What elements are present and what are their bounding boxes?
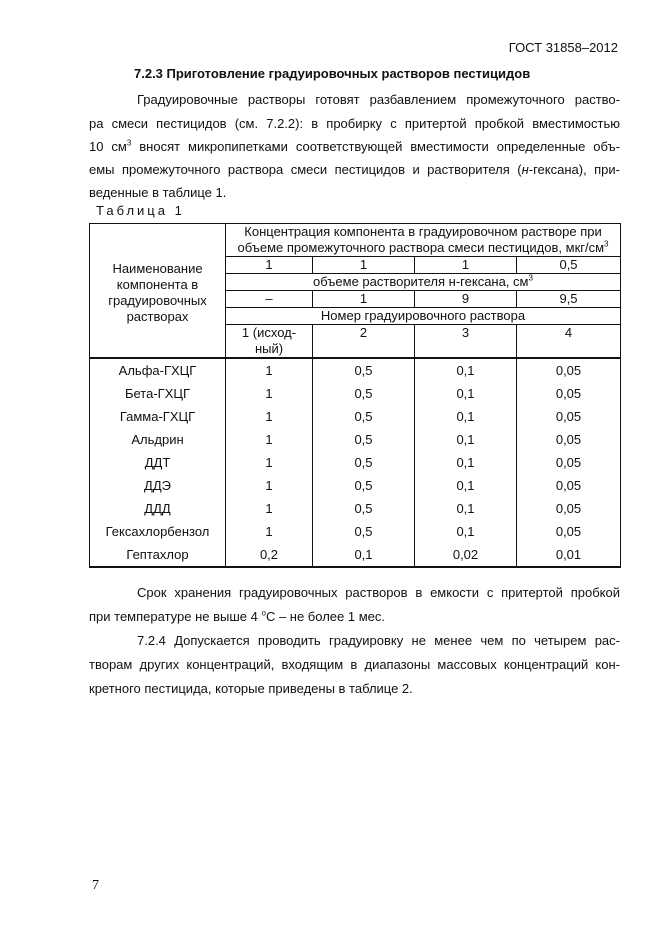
concentration-value: 1 (226, 497, 313, 520)
table-row (90, 520, 621, 543)
concentration-value: 0,05 (517, 497, 621, 520)
concentration-value: 0,05 (517, 405, 621, 428)
concentration-value: 0,5 (313, 451, 415, 474)
component-name: Бета-ГХЦГ (90, 382, 226, 405)
table-row (90, 543, 621, 567)
component-name: Альфа-ГХЦГ (90, 358, 226, 382)
volume-value: 10 см (89, 139, 127, 154)
concentration-value: 0,05 (517, 520, 621, 543)
concentration-value: 1 (226, 428, 313, 451)
concentration-value: 1 (226, 382, 313, 405)
concentration-value: 1 (226, 405, 313, 428)
concentration-value: 0,1 (313, 543, 415, 567)
concentration-value: 0,1 (415, 382, 517, 405)
concentration-value: 0,5 (313, 474, 415, 497)
table-row (90, 382, 621, 405)
table-body (90, 358, 621, 567)
solvent-volume-4: 9,5 (517, 291, 621, 308)
solution-number-1-text: 1 (исход-ный) (241, 325, 297, 356)
calibration-table (89, 223, 621, 568)
storage-line-2-end: С – не более 1 мес. (265, 609, 385, 624)
concentration-value: 0,05 (517, 382, 621, 405)
component-name: ДДД (90, 497, 226, 520)
concentration-value: 1 (226, 520, 313, 543)
intermediate-volume-3: 1 (415, 257, 517, 274)
table-row (90, 451, 621, 474)
intermediate-volume-1: 1 (226, 257, 313, 274)
concentration-value: 0,1 (415, 451, 517, 474)
solvent-header (226, 274, 621, 291)
concentration-value: 0,05 (517, 358, 621, 382)
intro-line-2: ра смеси пестицидов (см. 7.2.2): в пробирку с притертой пробкой вместимостью (89, 116, 620, 131)
solution-number-1 (226, 325, 313, 359)
solution-number-3: 3 (415, 325, 517, 359)
clause-line-3: кретного пестицида, которые приведены в таблице 2. (89, 681, 413, 696)
intro-line-4-start: емы промежуточного раствора смеси пестицидов и растворителя ( (89, 162, 522, 177)
intro-line-5: веденные в таблице 1. (89, 185, 227, 200)
clause-line-1: 7.2.4 Допускается проводить градуировку не менее чем по четырем рас- (137, 633, 620, 648)
storage-line-2-start: при температуре не выше 4 (89, 609, 262, 624)
intro-line-3-rest: вносят микропипетками соответствующей вместимости определенные объ- (131, 139, 620, 154)
concentration-value: 0,05 (517, 474, 621, 497)
solvent-volume-1: – (226, 291, 313, 308)
intro-line-3 (89, 139, 620, 154)
component-name: Альдрин (90, 428, 226, 451)
page-number: 7 (92, 878, 99, 893)
concentration-header-line-2 (226, 240, 621, 257)
concentration-value: 1 (226, 474, 313, 497)
name-column-header (90, 224, 226, 359)
solution-number-header: Номер градуировочного раствора (226, 308, 621, 325)
standard-number: ГОСТ 31858–2012 (508, 40, 618, 55)
component-name: ДДЭ (90, 474, 226, 497)
concentration-header-text: объеме промежуточного раствора смеси пестицидов, мкг/см (237, 240, 605, 255)
concentration-header-line-1: Концентрация компонента в градуировочном растворе при (226, 224, 621, 241)
concentration-value: 0,01 (517, 543, 621, 567)
concentration-value: 0,02 (415, 543, 517, 567)
concentration-value: 0,5 (313, 520, 415, 543)
concentration-value: 0,1 (415, 474, 517, 497)
concentration-value: 0,5 (313, 382, 415, 405)
concentration-value: 0,5 (313, 497, 415, 520)
solvent-unit-superscript: 3 (528, 273, 533, 283)
table-row (90, 474, 621, 497)
concentration-value: 0,5 (313, 428, 415, 451)
concentration-value: 0,1 (415, 428, 517, 451)
intermediate-volume-2: 1 (313, 257, 415, 274)
concentration-value: 1 (226, 358, 313, 382)
degree-superscript: о (261, 608, 266, 618)
solution-number-4: 4 (517, 325, 621, 359)
table-row (90, 497, 621, 520)
concentration-value: 0,1 (415, 405, 517, 428)
concentration-value: 0,05 (517, 428, 621, 451)
intro-line-4-end: -гексана), при- (528, 162, 620, 177)
table-row (90, 428, 621, 451)
concentration-value: 0,1 (415, 358, 517, 382)
solvent-header-text: объеме растворителя н-гексана, см (313, 274, 529, 289)
intro-line-1: Градуировочные растворы готовят разбавлением промежуточного раство- (137, 92, 620, 107)
solvent-volume-3: 9 (415, 291, 517, 308)
intermediate-volume-4: 0,5 (517, 257, 621, 274)
table-row (90, 405, 621, 428)
component-name: Гамма-ГХЦГ (90, 405, 226, 428)
concentration-value: 0,1 (415, 497, 517, 520)
component-name: Гептахлор (90, 543, 226, 567)
intro-line-4 (89, 162, 620, 177)
storage-line-1: Срок хранения градуировочных растворов в емкости с притертой пробкой (137, 585, 620, 600)
solution-number-2: 2 (313, 325, 415, 359)
section-heading: 7.2.3 Приготовление градуировочных растворов пестицидов (134, 66, 531, 81)
concentration-value: 0,1 (415, 520, 517, 543)
component-name: Гексахлорбензол (90, 520, 226, 543)
table-row (90, 358, 621, 382)
component-name: ДДТ (90, 451, 226, 474)
n-italic: н (521, 162, 529, 177)
concentration-value: 0,5 (313, 358, 415, 382)
storage-line-2 (89, 609, 620, 624)
concentration-value: 0,5 (313, 405, 415, 428)
solvent-volume-2: 1 (313, 291, 415, 308)
concentration-value: 1 (226, 451, 313, 474)
concentration-value: 0,05 (517, 451, 621, 474)
table-label: Таблица 1 (96, 203, 185, 218)
name-column-header-text: Наименование компонента в градуировочных растворах (108, 260, 207, 324)
concentration-value: 0,2 (226, 543, 313, 567)
cubic-superscript: 3 (126, 138, 132, 148)
concentration-unit-superscript: 3 (604, 240, 609, 249)
clause-line-2: творам других концентраций, входящим в диапазоны массовых концентраций кон- (89, 657, 620, 672)
